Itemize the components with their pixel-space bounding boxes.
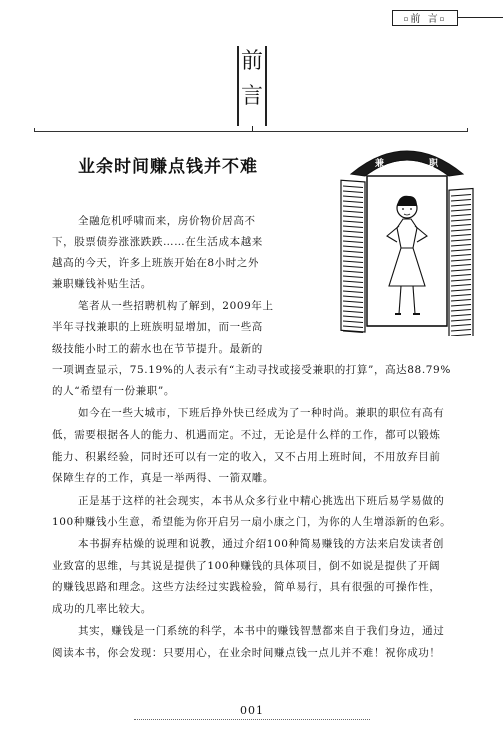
body-line: 业致富的思维，与其说是提供了100种赚钱的具体项目，倒不如说是提供了开阔: [52, 560, 441, 572]
preface-title: [237, 46, 267, 126]
body-line: 级技能小时工的薪水也在节节提升。最新的: [52, 343, 263, 355]
body-line: 保障生存的工作，真是一举两得、一箭双雕。: [52, 472, 274, 484]
body-line: 如今在一些大城市，下班后挣外快已经成为了一种时尚。兼职的职位有高有: [78, 407, 445, 419]
body-line: 本书摒弃枯燥的说理和说教，通过介绍100种简易赚钱的方法来启发读者创: [78, 538, 444, 550]
footer-rule: [134, 719, 370, 721]
rule-tick-right: [467, 128, 468, 132]
body-line: 笔者从一些招聘机构了解到，2009年上: [78, 300, 274, 312]
body-line: 的人“希望有一份兼职”。: [52, 385, 175, 397]
body-line: 下，股票债券涨涨跌跌……在生活成本越来: [52, 236, 263, 248]
body-line: 一项调查显示，75.19%的人表示有“主动寻找或接受兼职的打算”，高达88.79%: [52, 364, 451, 376]
section-heading: 业余时间赚点钱并不难: [78, 157, 258, 177]
body-line: 正是基于这样的社会现实，本书从众多行业中精心挑选出下班后易学易做的: [78, 495, 445, 507]
body-line: 阅读本书，你会发现：只要用心，在业余时间赚点钱一点儿并不难！祝你成功！: [52, 647, 441, 659]
body-line: 能力、积累经验，同时还可以有一定的收入，又不占用上班时间，不用放弃目前: [52, 451, 441, 463]
title-char-1: 前: [240, 49, 263, 74]
doorway-woman-illustration: [337, 136, 477, 336]
header-rule: [458, 17, 503, 18]
body-line: 成功的几率比较大。: [52, 603, 152, 615]
body-line: 兼职赚钱补贴生活。: [52, 278, 152, 290]
page-number: 001: [240, 704, 264, 717]
body-line: 100种赚钱小生意，希望能为你开启另一扇小康之门，为你的人生增添新的色彩。: [52, 516, 452, 528]
running-header-label: 前 言: [410, 14, 440, 25]
rule-tick-left: [34, 128, 35, 132]
body-line: 全融危机呼啸而来，房价物价居高不: [78, 215, 256, 227]
body-line: 其实，赚钱是一门系统的科学，本书中的赚钱智慧都来自于我们身边，通过: [78, 625, 445, 637]
running-header: ▫前 言▫: [392, 10, 458, 26]
body-line: 的赚钱思路和理念。这些方法经过实践检验，简单易行，具有很强的可操作性，: [52, 581, 441, 593]
body-line: 越高的今天，许多上班族开始在8小时之外: [52, 257, 260, 269]
body-line: 低，需要根据各人的能力、机遇而定。不过，无论是什么样的工作，都可以锻炼: [52, 429, 441, 441]
title-char-2: 言: [240, 84, 263, 109]
body-line: 半年寻找兼职的上班族明显增加，而一些高: [52, 321, 263, 333]
sign-char-2: 职: [429, 159, 439, 169]
sign-char-1: 兼: [375, 159, 385, 169]
section-rule: [34, 131, 468, 132]
